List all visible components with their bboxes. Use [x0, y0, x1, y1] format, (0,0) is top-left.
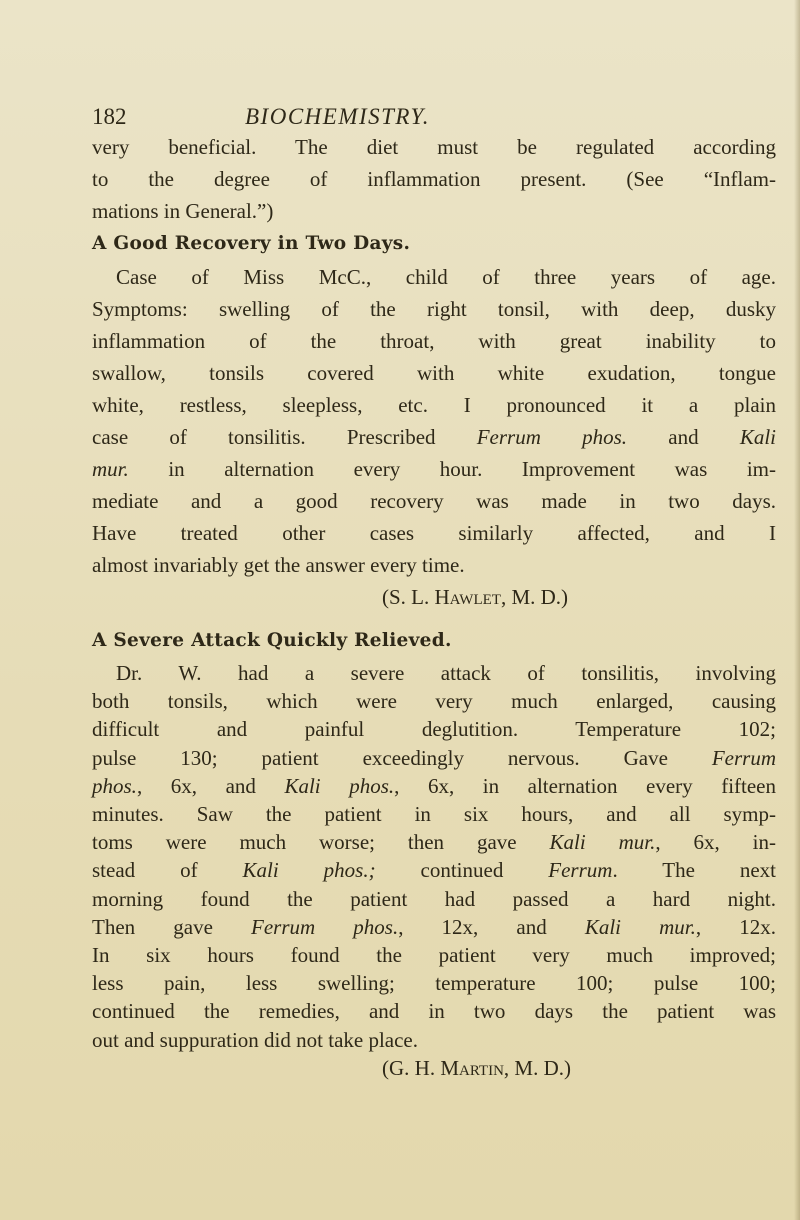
text-segment: to the degree of inflammation present. (See “Inflam- [92, 167, 776, 191]
text-line [92, 197, 776, 225]
remedy-name: Kali mur. [549, 830, 656, 855]
text-segment: swallow, tonsils covered with white exudation, tongue [92, 361, 776, 385]
remedy-name: Ferrum [548, 858, 613, 883]
text-line [92, 969, 776, 997]
text-line [116, 659, 776, 687]
text-segment: mations in General.”) [92, 199, 274, 223]
text-line [92, 1026, 776, 1054]
page-edge-shadow [794, 0, 800, 1220]
text-segment: A Good Recovery in Two Days. [92, 233, 411, 254]
remedy-name: Kali phos. [284, 773, 395, 798]
text-segment: pulse 130; patient exceedingly nervous. Gave [92, 745, 712, 770]
text-segment: mediate and a good recovery was made in two days. [92, 489, 776, 513]
text-line [92, 941, 776, 969]
text-line [92, 487, 776, 515]
text-segment: inflammation of the throat, with great inability to [92, 329, 776, 353]
section-heading [92, 230, 776, 258]
text-segment: . The next [612, 858, 776, 883]
text-segment: continued [375, 858, 549, 883]
text-line [92, 800, 776, 828]
text-line [92, 391, 776, 419]
remedy-name: mur. [92, 457, 129, 481]
text-segment: stead of [92, 858, 243, 883]
text-segment: Dr. W. had a severe attack of tonsilitis, involving [116, 661, 776, 685]
text-line [92, 744, 776, 772]
text-line [92, 455, 776, 483]
text-segment: , 12x. [695, 914, 776, 939]
text-line [92, 715, 776, 743]
text-segment: (S. L. Hawlet, M. D.) [382, 585, 569, 609]
text-segment: morning found the patient had passed a hard night. [92, 886, 776, 911]
text-segment: case of tonsilitis. Prescribed [92, 425, 477, 449]
page-number: 182 [92, 104, 127, 129]
text-segment: minutes. Saw the patient in six hours, and all symp- [92, 802, 776, 826]
text-segment: Have treated other cases similarly affected, and I [92, 521, 776, 545]
text-segment: In six hours found the patient very much improved; [92, 943, 776, 967]
signature-line [382, 1054, 571, 1082]
text-line [92, 913, 776, 941]
text-segment: almost invariably get the answer every time. [92, 553, 465, 577]
text-segment: (G. H. Martin, M. D.) [382, 1055, 572, 1080]
text-segment: , 12x, and [398, 914, 585, 939]
remedy-name: Ferrum phos. [251, 914, 399, 939]
text-segment: continued the remedies, and in two days the patient was [92, 999, 776, 1024]
text-segment: toms were much worse; then gave [92, 830, 550, 855]
text-segment: A Severe Attack Quickly Relieved. [92, 630, 452, 651]
text-line [92, 519, 776, 547]
remedy-name: Ferrum phos. [476, 425, 628, 449]
text-segment: , 6x, in alternation every fifteen [394, 773, 776, 798]
text-segment: out and suppuration did not take place. [92, 1027, 419, 1052]
text-line [92, 133, 776, 161]
text-segment: both tonsils, which were very much enlarged, causing [92, 689, 776, 714]
remedy-name: Kali [739, 425, 776, 449]
text-line [92, 687, 776, 715]
text-line [92, 885, 776, 913]
text-segment: and [627, 425, 740, 449]
text-line [92, 327, 776, 355]
text-line [92, 997, 776, 1025]
text-segment: white, restless, sleepless, etc. I pronounced it a plain [92, 393, 776, 417]
text-line [92, 828, 776, 856]
text-line [92, 423, 776, 451]
signature-line [382, 583, 568, 611]
text-segment: difficult and painful deglutition. Temperature 102; [92, 717, 776, 742]
text-segment: , 6x, in- [655, 830, 776, 855]
text-segment: in alternation every hour. Improvement was im- [128, 457, 776, 481]
text-line [92, 359, 776, 387]
text-segment: , 6x, and [136, 773, 285, 798]
remedy-name: phos. [92, 773, 137, 798]
remedy-name: Kali phos.; [242, 858, 376, 883]
text-line [92, 295, 776, 323]
running-head: BIOCHEMISTRY. [245, 104, 430, 129]
remedy-name: Kali mur. [584, 914, 696, 939]
text-segment: Symptoms: swelling of the right tonsil, with deep, dusky [92, 297, 776, 321]
text-line [92, 165, 776, 193]
remedy-name: Ferrum [711, 745, 776, 770]
text-line [92, 772, 776, 800]
text-segment: Then gave [92, 914, 252, 939]
text-segment: less pain, less swelling; temperature 100; pulse 100; [92, 971, 776, 996]
text-line [92, 856, 776, 884]
text-segment: very beneficial. The diet must be regulated according [92, 135, 776, 159]
section-heading [92, 627, 776, 655]
text-line [116, 263, 776, 291]
text-line [92, 551, 776, 579]
text-segment: Case of Miss McC., child of three years of age. [116, 265, 776, 289]
